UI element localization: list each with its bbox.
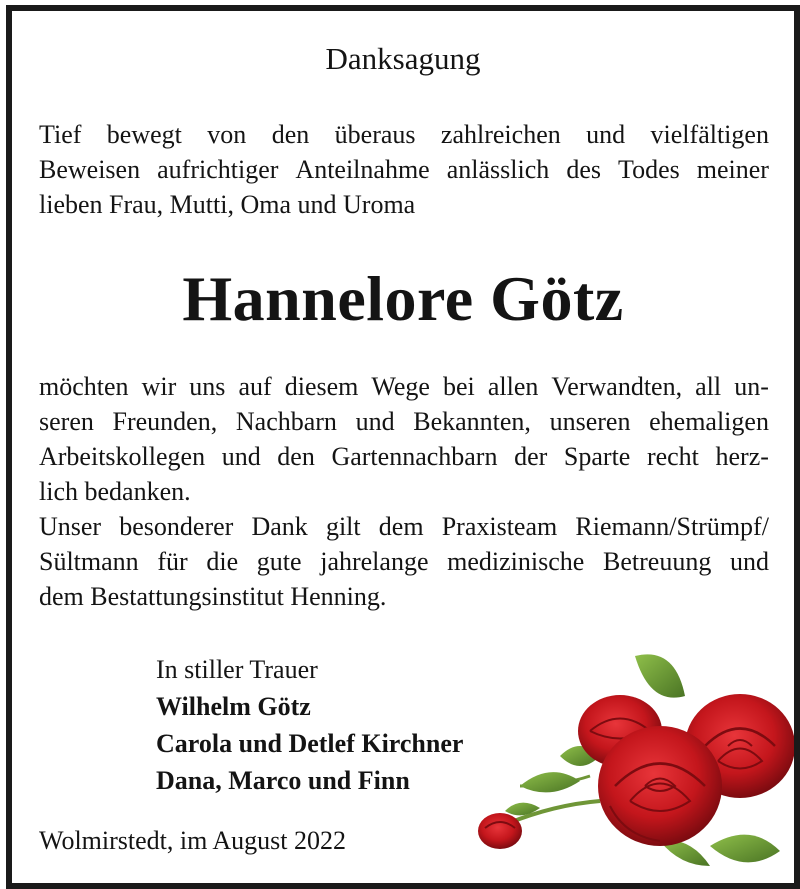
thanks-line	[39, 509, 769, 544]
word: anlässlich	[446, 155, 550, 184]
word: Beweisen	[39, 155, 141, 184]
mourner-name: Dana, Marco und Finn	[156, 766, 410, 795]
red-roses-illustration	[460, 636, 800, 886]
word: all	[695, 372, 722, 401]
word: und	[355, 407, 395, 436]
word: aufrichtiger	[157, 155, 279, 184]
thanks-line: dem Bestattungsinstitut Henning.	[39, 582, 387, 611]
word: möchten	[39, 372, 129, 401]
word: überaus	[334, 120, 416, 149]
thanks-line	[39, 404, 769, 439]
intro-paragraph	[39, 117, 769, 222]
thanks-line: lich bedanken.	[39, 477, 191, 506]
mourner-name: Wilhelm Götz	[156, 692, 311, 721]
word: ehemaligen	[649, 407, 769, 436]
intro-line: lieben Frau, Mutti, Oma und Uroma	[39, 190, 416, 219]
signoff-block	[156, 651, 463, 799]
word: die	[206, 547, 239, 576]
word: allen	[487, 372, 539, 401]
word: gilt	[325, 512, 361, 541]
word: uns	[189, 372, 226, 401]
thanks-line	[39, 544, 769, 579]
word: und	[586, 120, 626, 149]
word: gute	[256, 547, 302, 576]
word: Gartennachbarn	[331, 442, 498, 471]
word: Freunden,	[112, 407, 218, 436]
word: bei	[443, 372, 475, 401]
word: Todes	[618, 155, 680, 184]
thanks-line	[39, 369, 769, 404]
word: dem	[378, 512, 424, 541]
word: besonderer	[119, 512, 234, 541]
place-date: Wolmirstedt, im August 2022	[39, 826, 347, 855]
word: Riemann/Strümpf/	[575, 512, 769, 541]
signoff-intro: In stiller Trauer	[156, 655, 318, 684]
word: meiner	[696, 155, 769, 184]
word: herz-	[715, 442, 769, 471]
word: Bekannten,	[413, 407, 531, 436]
word: unseren	[549, 407, 631, 436]
word: und	[221, 442, 261, 471]
word: Tief	[39, 120, 82, 149]
mourner-name: Carola und Detlef Kirchner	[156, 729, 464, 758]
word: wir	[141, 372, 177, 401]
word: Nachbarn	[235, 407, 337, 436]
word: Wege	[371, 372, 430, 401]
word: Unser	[39, 512, 102, 541]
word: Sültmann	[39, 547, 139, 576]
word: bewegt	[106, 120, 182, 149]
word: diesem	[284, 372, 359, 401]
word: des	[566, 155, 601, 184]
intro-line	[39, 117, 769, 152]
word: und	[730, 547, 769, 576]
word: Dank	[251, 512, 308, 541]
word: der	[514, 442, 548, 471]
word: Arbeitskollegen	[39, 442, 206, 471]
word: un-	[734, 372, 769, 401]
word: medizinische	[447, 547, 585, 576]
word: recht	[646, 442, 699, 471]
deceased-name: Hannelore Götz	[182, 263, 624, 334]
intro-line	[39, 152, 769, 187]
word: Betreuung	[603, 547, 712, 576]
word: von	[207, 120, 247, 149]
word: Praxisteam	[441, 512, 558, 541]
thanks-paragraph	[39, 369, 769, 614]
word: zahlreichen	[440, 120, 561, 149]
thanks-line	[39, 439, 769, 474]
death-notice-ad	[6, 5, 800, 889]
word: Verwandten,	[551, 372, 683, 401]
notice-heading: Danksagung	[325, 41, 481, 76]
word: jahrelange	[320, 547, 429, 576]
word: den	[271, 120, 310, 149]
word: für	[157, 547, 188, 576]
word: Anteilnahme	[295, 155, 430, 184]
word: Sparte	[563, 442, 631, 471]
word: auf	[238, 372, 272, 401]
word: vielfältigen	[650, 120, 769, 149]
word: seren	[39, 407, 94, 436]
word: den	[277, 442, 315, 471]
